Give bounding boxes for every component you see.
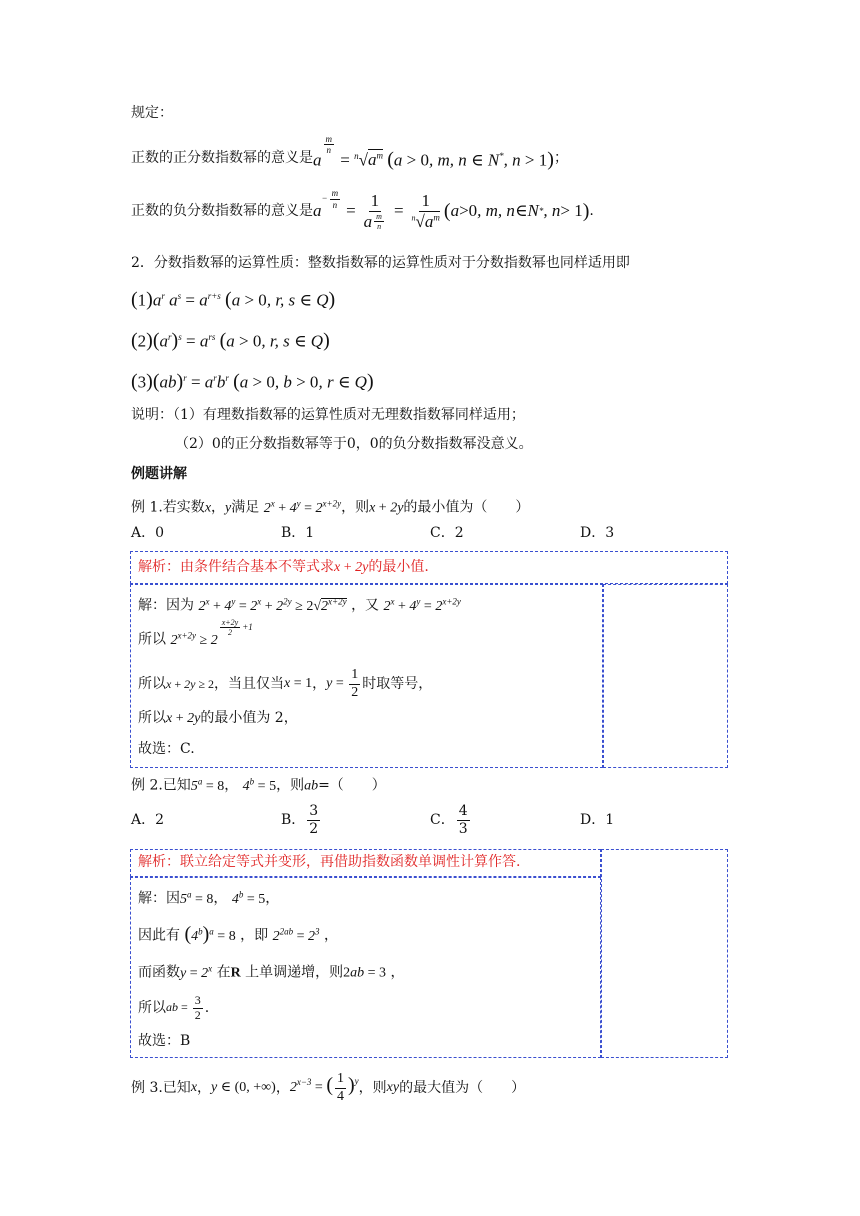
- ex2-question: 例 2.已知5$^a$ = 8， 4$^b$ = 5，则ab=（ ）: [131, 776, 386, 794]
- ex2-solution-line-4: 所以 ab = $\frac{3}{2}$ .: [138, 992, 210, 1022]
- ex1-solution-line-3: 所以 x + 2y ≥ 2 ，当且仅当 x = 1 ， y = $\frac{1}{2}$ 时取等号，: [138, 667, 433, 700]
- examples-heading: 例题讲解: [131, 466, 187, 482]
- ex1-question: 例 1.若实数x，y满足 $2^x + 4^y = 2^{x+2y}$，则x + 2y的最小值为（ ）: [131, 498, 530, 516]
- property-2: $(2)(a^r)^s = a^{rs}$ (a > 0, r, s ∈ Q): [131, 329, 330, 352]
- formula-negative-fraction: a − $\frac{m}{n}$ = 1 a $^{\frac{m}{n}}$ = $\frac{1}{^n√a^m}$ ( a > 0 , m, n ∈ N * , n > 1 ): [313, 188, 590, 231]
- ex1-analysis: 解析：由条件结合基本不等式求x + 2y的最小值.: [138, 559, 429, 575]
- ex2-solution-line-2: 因此有 $(4^b)^a = 8$ ，即 $2^{2ab} = 2^3$ ，: [138, 922, 338, 945]
- ex1-option-d: D．3: [580, 525, 615, 541]
- ex1-solution-line-1: 解：因为 $2^x + 4^y = 2^x + 2^{2y} \ge 2√2^{x+2y}$ ，又 $2^x + 4^y = 2^{x+2y}$: [138, 596, 461, 614]
- ex1-option-c: C．2: [430, 525, 464, 541]
- ex1-option-a: A．0: [131, 525, 165, 541]
- negative-fractional-exponent-definition: 正数的负分数指数幂的意义是 a − $\frac{m}{n}$ = 1 a $^{\frac{m}{n}}$ = $\frac{1}{^n√a^m}$ ( a > 0 , m, n ∈ N * , n > 1 ) .: [131, 188, 594, 231]
- ex1-option-b: B．1: [281, 525, 315, 541]
- ex2-option-a: A．2: [131, 812, 165, 828]
- property-1: $(1)a^r$ $a^s = a^{r+s}$ (a > 0, r, s ∈ Q): [131, 288, 336, 311]
- property-title: 2．分数指数幂的运算性质：整数指数幂的运算性质对于分数指数幂也同样适用即: [131, 255, 630, 271]
- ex1-solution-line-2: 所以 $2^{x+2y} \ge 2$ $^{\frac{x+2y}{2} +1}$: [138, 618, 253, 648]
- property-3: $(3)(ab)^r = a^rb^r$ (a > 0, b > 0, r ∈ Q): [131, 370, 374, 393]
- ex2-option-b: B． 3 2: [281, 803, 319, 837]
- ex2-option-c: C． 4 3: [430, 803, 468, 837]
- positive-fractional-exponent-definition: 正数的正分数指数幂的意义是 a $^{\frac{m}{n}}$ = $^n√a^m$ (a > 0, m, n ∈ N*, n > 1) ；: [131, 133, 568, 171]
- ex2-side-box: [601, 849, 728, 1058]
- rule-title: 规定：: [131, 105, 173, 121]
- note-1: 说明：（1）有理数指数幂的运算性质对无理数指数幂同样适用；: [131, 407, 525, 423]
- ex1-solution-line-4: 所以x + 2y的最小值为 2，: [138, 710, 298, 726]
- ex2-analysis: 解析：联立给定等式并变形，再借助指数函数单调性计算作答.: [138, 854, 521, 870]
- ex2-option-d: D．1: [580, 812, 615, 828]
- formula-positive-fraction: a $^{\frac{m}{n}}$ = $^n√a^m$ (a > 0, m, n ∈ N*, n > 1): [313, 133, 554, 171]
- ex2-solution-line-3: 而函数$y = 2^x$ 在R 上单调递增，则2ab = 3 ，: [138, 963, 405, 981]
- note-2: （2）0的正分数指数幂等于0，0的负分数指数幂没意义。: [175, 436, 533, 452]
- ex1-side-box: [603, 584, 728, 768]
- ex2-solution-line-1: 解：因5$^a$ = 8， 4$^b$ = 5，: [138, 889, 280, 907]
- ex2-solution-line-5: 故选：B: [138, 1033, 191, 1049]
- ex1-solution-line-5: 故选：C.: [138, 741, 195, 757]
- ex3-question: 例 3.已知 x ， y ∈ (0, +∞) ， $2^{x-3}$ = ( $\frac{1}{4}$ )$^y$ ，则 xy 的最大值为（ ）: [131, 1071, 526, 1104]
